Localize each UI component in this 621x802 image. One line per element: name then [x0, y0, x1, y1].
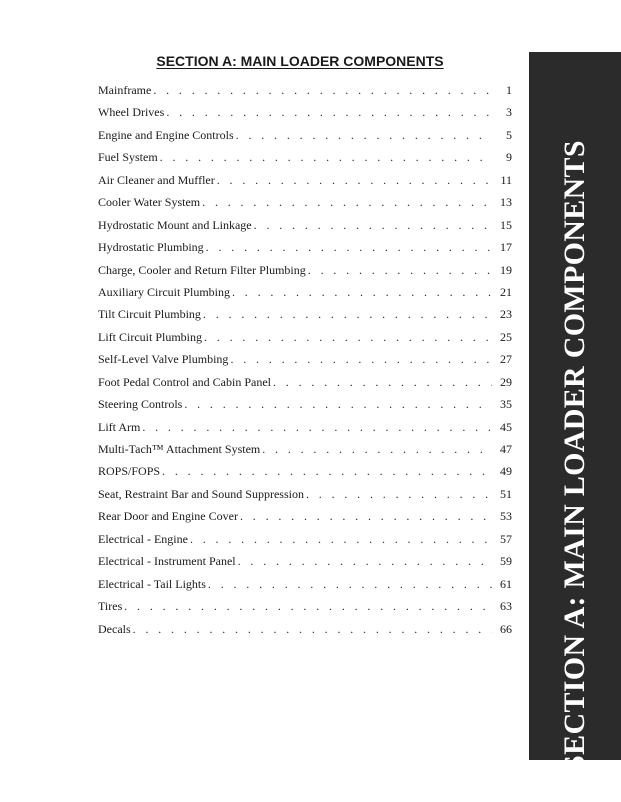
toc-entry-title: ROPS/FOPS	[98, 464, 161, 479]
toc-entry-title: Multi-Tach™ Attachment System	[98, 442, 261, 456]
toc-entry-page-number: 59	[500, 554, 512, 569]
toc-entry-page-number: 63	[500, 599, 512, 614]
toc-entry-auxiliary-circuit[interactable]	[98, 281, 512, 303]
toc-entry-title: Steering Controls	[98, 397, 183, 412]
toc-entry-foot-pedal[interactable]	[98, 371, 512, 393]
toc-entry-title: Tires	[98, 599, 123, 614]
dot-leader	[160, 146, 492, 168]
toc-entry-page-number: 21	[500, 284, 512, 299]
toc-entry-page-number: 35	[500, 397, 512, 412]
dot-leader	[190, 528, 492, 550]
toc-entry-electrical-tail-lights[interactable]	[98, 573, 512, 595]
dot-leader	[142, 416, 492, 438]
toc-entry-page-number: 9	[506, 150, 512, 165]
toc-entry-page-number: 13	[500, 195, 512, 210]
toc-entry-title: Self-Level Valve Plumbing	[98, 352, 229, 367]
toc-entry-title: Tilt Circuit Plumbing	[98, 307, 201, 322]
dot-leader	[240, 505, 492, 527]
section-side-tab	[529, 52, 621, 772]
toc-entry-title: Wheel Drives	[98, 105, 165, 120]
dot-leader	[204, 326, 492, 348]
toc-entry-page-number: 11	[500, 172, 512, 187]
dot-leader	[208, 573, 492, 595]
toc-entry-page-number: 47	[500, 442, 512, 456]
dot-leader	[238, 550, 492, 572]
toc-entry-wheel-drives[interactable]	[98, 101, 512, 123]
toc-entry-page-number: 15	[500, 217, 512, 232]
toc-entry-lift-circuit[interactable]	[98, 326, 512, 348]
toc-entry-page-number: 17	[500, 240, 512, 255]
toc-entry-title: Engine and Engine Controls	[98, 127, 234, 142]
dot-leader	[273, 371, 492, 393]
toc-entry-title: Air Cleaner and Muffler	[98, 172, 215, 187]
dot-leader	[306, 483, 492, 505]
toc-entry-page-number: 49	[500, 464, 512, 479]
dot-leader	[153, 79, 492, 101]
toc-entry-page-number: 19	[500, 262, 512, 277]
toc-entry-rops-fops[interactable]	[98, 460, 512, 482]
dot-leader	[262, 438, 492, 460]
toc-entry-page-number: 53	[500, 509, 512, 524]
toc-entry-title: Charge, Cooler and Return Filter Plumbing	[98, 262, 306, 277]
dot-leader	[124, 595, 492, 617]
dot-leader	[166, 101, 492, 123]
dot-leader	[184, 393, 492, 415]
section-side-tab-label: SECTION A: MAIN LOADER COMPONENTS	[558, 140, 591, 772]
dot-leader	[230, 348, 492, 370]
toc-entry-title: Seat, Restraint Bar and Sound Suppression	[98, 486, 304, 501]
toc-entry-electrical-engine[interactable]	[98, 528, 512, 550]
toc-entry-title: Hydrostatic Mount and Linkage	[98, 217, 252, 232]
toc-entry-cooler-water-system[interactable]	[98, 191, 512, 213]
section-heading-text: SECTION A: MAIN LOADER COMPONENTS	[156, 53, 444, 69]
toc-entry-title: Hydrostatic Plumbing	[98, 240, 204, 255]
dot-leader	[236, 124, 492, 146]
toc-entry-multi-tach[interactable]	[98, 438, 512, 460]
toc-entry-title: Electrical - Instrument Panel	[98, 554, 236, 569]
toc-entry-title: Lift Arm	[98, 419, 141, 434]
toc-entry-page-number: 45	[500, 419, 512, 434]
table-of-contents	[98, 79, 512, 640]
toc-entry-page-number: 66	[500, 621, 512, 636]
toc-entry-air-cleaner-muffler[interactable]	[98, 169, 512, 191]
dot-leader	[202, 191, 492, 213]
toc-entry-page-number: 51	[500, 486, 512, 501]
toc-entry-page-number: 5	[506, 127, 512, 142]
dot-leader	[162, 460, 492, 482]
toc-entry-tilt-circuit[interactable]	[98, 303, 512, 325]
toc-entry-mainframe[interactable]	[98, 79, 512, 101]
dot-leader	[133, 618, 492, 640]
toc-entry-title: Lift Circuit Plumbing	[98, 329, 202, 344]
dot-leader	[217, 169, 492, 191]
toc-entry-title: Electrical - Engine	[98, 531, 188, 546]
toc-entry-page-number: 57	[500, 531, 512, 546]
toc-entry-hydrostatic-plumbing[interactable]	[98, 236, 512, 258]
toc-entry-electrical-instrument-panel[interactable]	[98, 550, 512, 572]
toc-entry-fuel-system[interactable]	[98, 146, 512, 168]
section-heading	[98, 52, 502, 70]
dot-leader	[203, 303, 492, 325]
dot-leader	[232, 281, 492, 303]
toc-entry-title: Mainframe	[98, 83, 152, 97]
toc-entry-title: Foot Pedal Control and Cabin Panel	[98, 374, 271, 389]
toc-entry-title: Cooler Water System	[98, 195, 201, 210]
toc-entry-title: Electrical - Tail Lights	[98, 576, 206, 591]
toc-entry-title: Auxiliary Circuit Plumbing	[98, 284, 230, 299]
toc-entry-hydrostatic-mount[interactable]	[98, 214, 512, 236]
toc-entry-self-level-valve[interactable]	[98, 348, 512, 370]
dot-leader	[308, 259, 492, 281]
toc-entry-page-number: 29	[500, 374, 512, 389]
toc-entry-steering-controls[interactable]	[98, 393, 512, 415]
toc-entry-engine-controls[interactable]	[98, 124, 512, 146]
toc-entry-charge-cooler-return[interactable]	[98, 259, 512, 281]
dot-leader	[206, 236, 492, 258]
toc-entry-page-number: 25	[500, 329, 512, 344]
toc-entry-page-number: 27	[500, 352, 512, 367]
toc-entry-rear-door[interactable]	[98, 505, 512, 527]
toc-entry-page-number: 61	[500, 576, 512, 591]
toc-entry-tires[interactable]	[98, 595, 512, 617]
toc-entry-page-number: 23	[500, 307, 512, 322]
toc-entry-lift-arm[interactable]	[98, 416, 512, 438]
toc-entry-decals[interactable]	[98, 618, 512, 640]
toc-entry-page-number: 3	[506, 105, 512, 120]
toc-entry-title: Rear Door and Engine Cover	[98, 509, 238, 524]
toc-entry-title: Decals	[98, 621, 131, 636]
toc-entry-page-number: 1	[506, 83, 512, 97]
dot-leader	[254, 214, 492, 236]
toc-entry-seat-restraint[interactable]	[98, 483, 512, 505]
toc-entry-title: Fuel System	[98, 150, 158, 165]
